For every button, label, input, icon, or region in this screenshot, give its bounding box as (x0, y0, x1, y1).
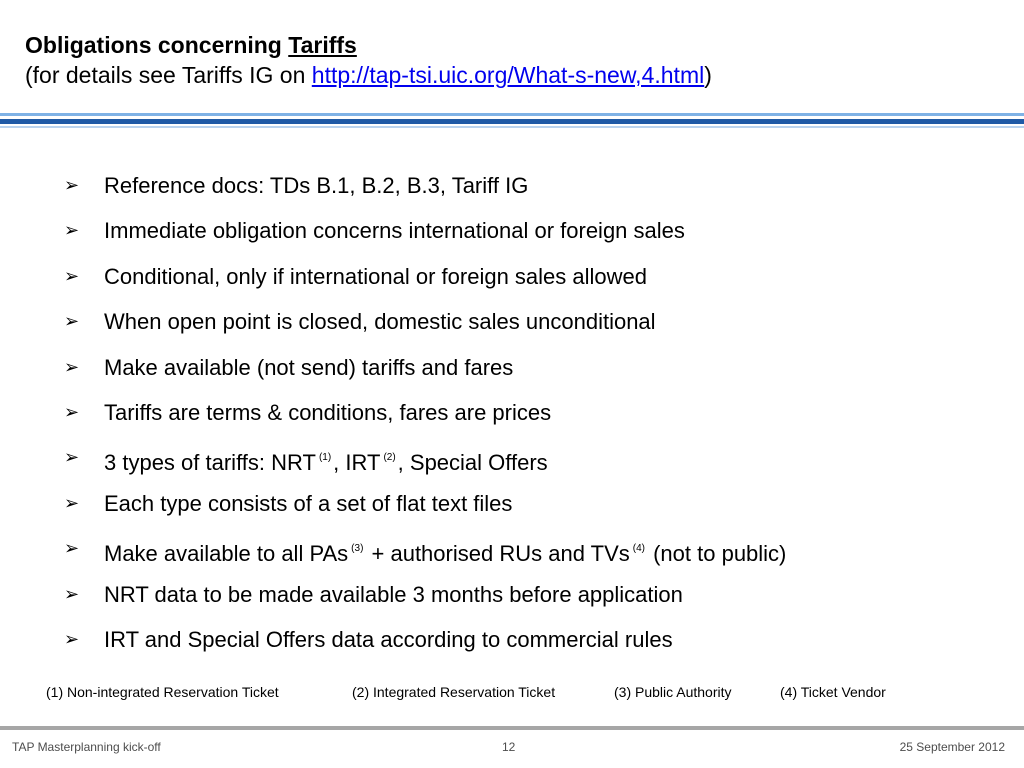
footer-rule (0, 726, 1024, 730)
footnote-1: (1) Non-integrated Reservation Ticket (46, 684, 279, 700)
arrowhead-bullet-icon: ➢ (64, 628, 80, 649)
bullet-text: NRT data to be made available 3 months before application (104, 581, 683, 607)
footer-date: 25 September 2012 (899, 740, 1005, 754)
footnote-ref: (3) (351, 543, 364, 555)
footnote-ref: (4) (632, 543, 645, 555)
title-line-main (25, 30, 1005, 60)
footnotes (46, 684, 886, 700)
bullet-text: Make available (not send) tariffs and fares (104, 354, 514, 380)
bullet-list (64, 163, 1004, 662)
arrowhead-bullet-icon: ➢ (64, 583, 80, 604)
page-number: 12 (502, 740, 516, 754)
title-underlined-word: Tariffs (288, 32, 357, 58)
arrowhead-bullet-icon: ➢ (64, 492, 80, 513)
bullet-item (64, 435, 1004, 480)
bullet-item (64, 617, 1004, 662)
arrowhead-bullet-icon: ➢ (64, 356, 80, 377)
bullet-text: When open point is closed, domestic sales unconditional (104, 309, 656, 335)
bullet-item (64, 345, 1004, 390)
footnote-ref: (2) (383, 452, 396, 464)
bullet-item (64, 163, 1004, 208)
footnote-2: (2) Integrated Reservation Ticket (352, 684, 556, 700)
slide-title (25, 30, 1005, 90)
bullet-text: Reference docs: TDs B.1, B.2, B.3, Tariff IG (104, 173, 529, 198)
bullet-item (64, 390, 1004, 435)
details-prefix: (for details see Tariffs IG on (25, 62, 312, 88)
title-prefix: Obligations concerning (25, 32, 289, 58)
footnote-3: (3) Public Authority (614, 684, 732, 700)
bullet-text-part: + authorised RUs and TVs (365, 541, 630, 567)
arrowhead-bullet-icon: ➢ (64, 311, 80, 332)
bullet-item (64, 572, 1004, 617)
title-line-details (25, 60, 1005, 90)
bullet-text: IRT and Special Offers data according to commercial rules (104, 626, 673, 652)
tariffs-ig-link[interactable]: http://tap-tsi.uic.org/What-s-new,4.html (311, 62, 705, 88)
arrowhead-bullet-icon: ➢ (64, 265, 80, 286)
arrowhead-bullet-icon: ➢ (64, 401, 80, 422)
bullet-text: Tariffs are terms & conditions, fares are prices (104, 399, 552, 425)
bullet-item (64, 254, 1004, 299)
bullet-text-part: (not to public) (646, 541, 787, 567)
bullet-item (64, 208, 1004, 253)
arrowhead-bullet-icon: ➢ (64, 175, 80, 195)
bullet-item (64, 481, 1004, 526)
bullet-text-part: Make available to all PAs (104, 541, 349, 567)
arrowhead-bullet-icon: ➢ (64, 538, 80, 559)
footnote-ref: (1) (318, 452, 332, 464)
bullet-text: Each type consists of a set of flat text files (104, 490, 513, 516)
header-rule-dark (0, 119, 1024, 124)
arrowhead-bullet-icon: ➢ (64, 220, 80, 241)
bullet-text-part: , IRT (333, 450, 381, 476)
footer-event: TAP Masterplanning kick-off (12, 740, 161, 754)
bullet-item (64, 299, 1004, 344)
arrowhead-bullet-icon: ➢ (64, 447, 80, 468)
footnote-4: (4) Ticket Vendor (780, 684, 886, 700)
bullet-item (64, 526, 1004, 571)
bullet-text: Immediate obligation concerns international or foreign sales (104, 218, 685, 244)
bullet-text: Conditional, only if international or foreign sales allowed (104, 263, 647, 289)
bullet-text-part: 3 types of tariffs: NRT (104, 450, 316, 476)
details-suffix: ) (704, 62, 712, 88)
bullet-text-part: , Special Offers (397, 450, 548, 476)
header-rule-light (0, 113, 1024, 116)
header-rule-pale (0, 126, 1024, 128)
